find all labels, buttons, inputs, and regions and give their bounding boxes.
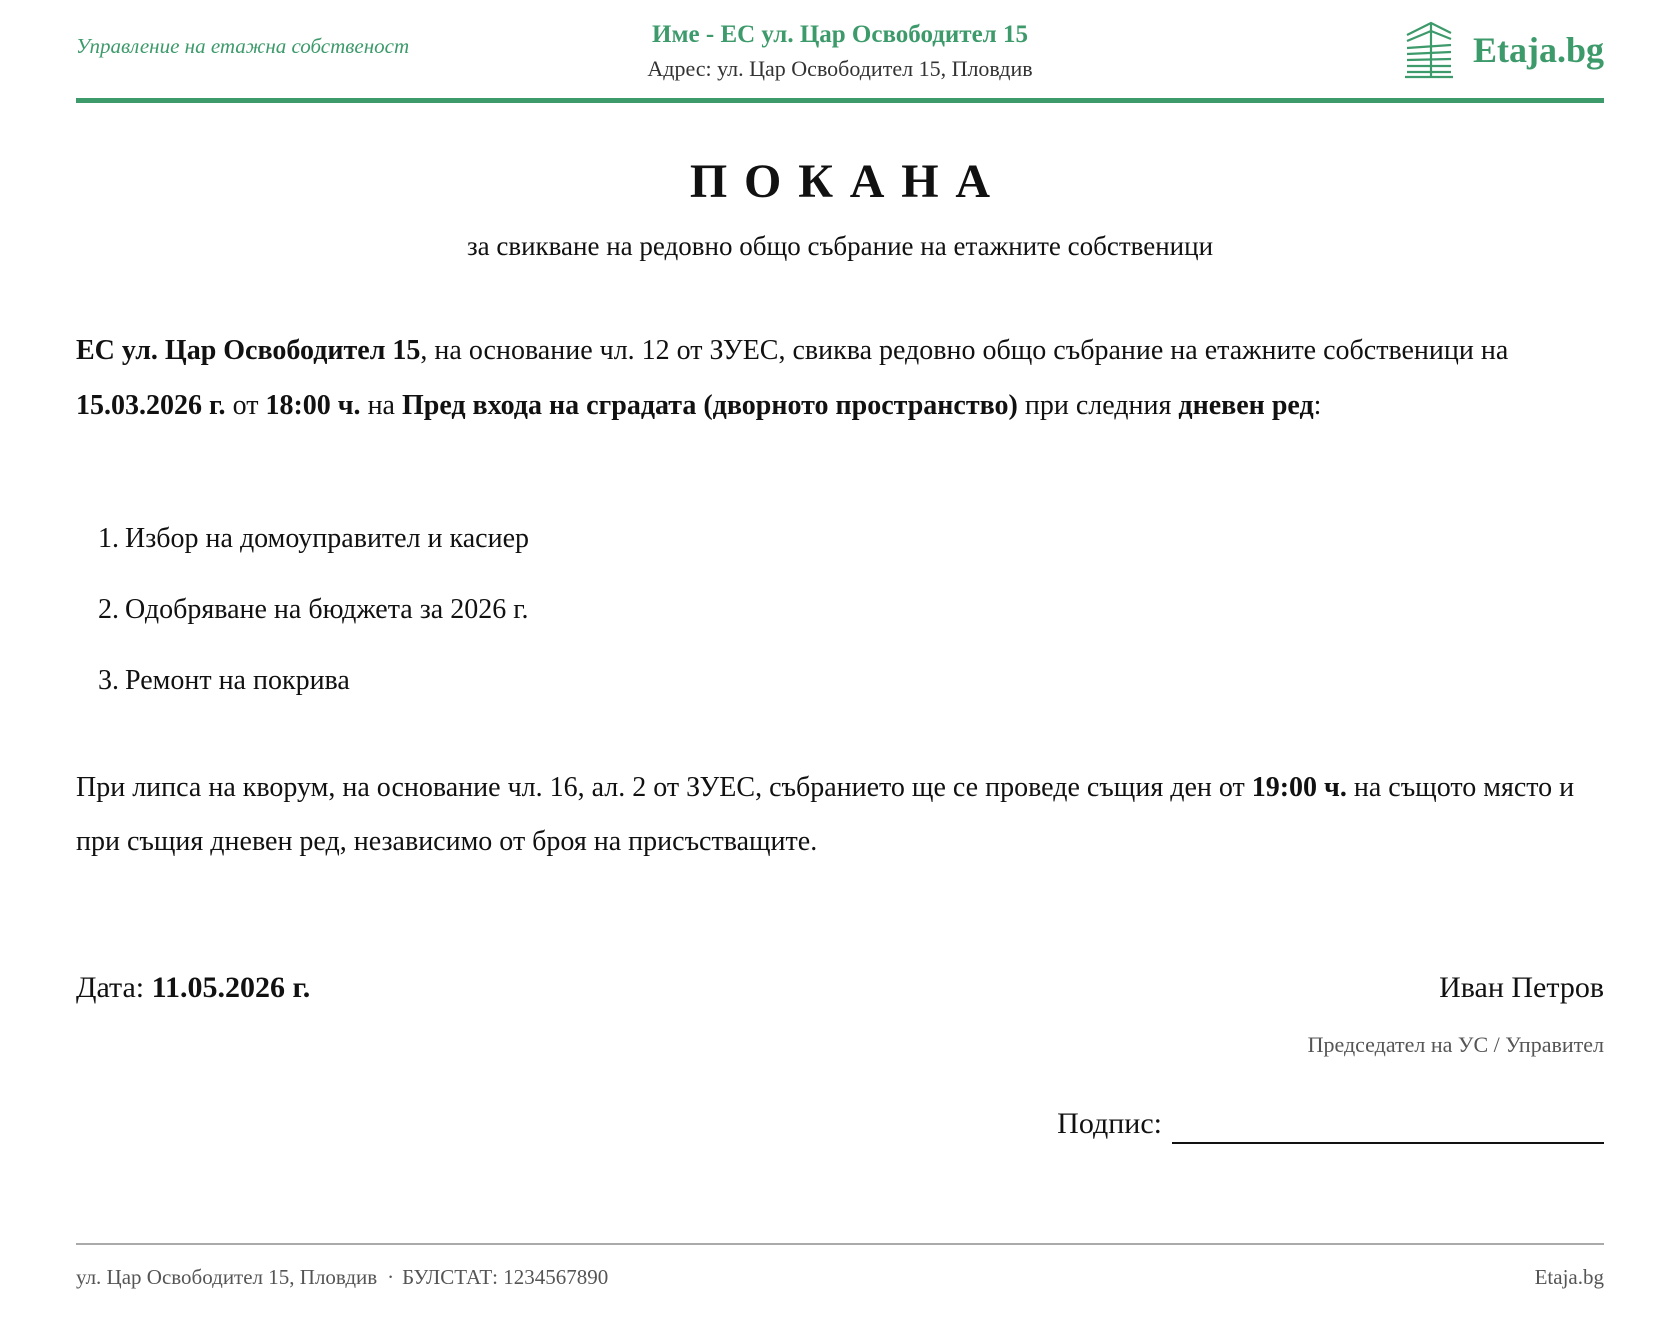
intro-text-3: на bbox=[360, 390, 402, 421]
footer-bulstat: БУЛСТАТ: 1234567890 bbox=[402, 1265, 609, 1289]
building-icon bbox=[1405, 21, 1453, 79]
document-title: ПОКАНА bbox=[689, 155, 1007, 208]
signature-line bbox=[1172, 1110, 1604, 1144]
agenda-label: дневен ред bbox=[1178, 390, 1314, 421]
agenda-item-number: 1. bbox=[98, 523, 119, 554]
brand-logo bbox=[1405, 20, 1604, 80]
association-address: Адрес: ул. Цар Освободител 15, Пловдив bbox=[647, 56, 1033, 81]
brand-name: Etaja.bg bbox=[1472, 30, 1604, 70]
association-ref: ЕС ул. Цар Освободител 15 bbox=[76, 335, 421, 366]
quorum-text-1: При липса на кворум, на основание чл. 16, ал. 2 от ЗУЕС, събранието ще се проведе същия ден от bbox=[76, 772, 1252, 803]
footer-site: Etaja.bg bbox=[1534, 1265, 1604, 1289]
agenda-item bbox=[76, 592, 1604, 663]
footer-separator: · bbox=[387, 1265, 395, 1289]
agenda-item-text: Ремонт на покрива bbox=[125, 665, 350, 696]
agenda-item bbox=[76, 663, 1604, 734]
signer-role: Председател на УС / Управител bbox=[1307, 1032, 1604, 1057]
meeting-location: Пред входа на сградата (дворното пространство) bbox=[401, 390, 1018, 421]
quorum-time: 19:00 ч. bbox=[1251, 772, 1347, 803]
agenda-item-text: Одобряване на бюджета за 2026 г. bbox=[125, 594, 529, 625]
quorum-text-2: на същото място и при същия дневен ред, независимо от броя на присъстващите. bbox=[76, 772, 1575, 857]
footer-info bbox=[76, 1262, 608, 1292]
issue-date bbox=[76, 968, 310, 1008]
intro-text-2: от bbox=[225, 390, 266, 421]
header-divider bbox=[76, 98, 1604, 103]
association-block bbox=[76, 18, 1604, 86]
intro-text-4: при следния bbox=[1017, 390, 1179, 421]
footer-address: ул. Цар Освободител 15, Пловдив bbox=[76, 1265, 378, 1289]
signature-block bbox=[1057, 1104, 1604, 1144]
document-subtitle: за свикване на редовно общо събрание на етажните собственици bbox=[466, 231, 1214, 261]
document-header bbox=[76, 0, 1604, 106]
intro-paragraph bbox=[76, 323, 1604, 433]
quorum-paragraph bbox=[76, 761, 1604, 869]
agenda-item-number: 3. bbox=[98, 665, 119, 696]
meeting-date: 15.03.2026 г. bbox=[76, 390, 226, 421]
date-value: 11.05.2026 г. bbox=[151, 971, 311, 1004]
association-name: Име - ЕС ул. Цар Освободител 15 bbox=[652, 21, 1028, 48]
signature-label: Подпис: bbox=[1057, 1107, 1162, 1140]
intro-text-5: : bbox=[1313, 390, 1322, 421]
agenda-item-number: 2. bbox=[98, 594, 119, 625]
agenda-item-text: Избор на домоуправител и касиер bbox=[125, 523, 529, 554]
agenda-item bbox=[76, 521, 1604, 592]
date-label: Дата: bbox=[76, 971, 152, 1004]
invitation-page bbox=[76, 0, 1604, 1318]
intro-text-1: , на основание чл. 12 от ЗУЕС, свиква редовно общо събрание на етажните собственици на bbox=[420, 335, 1509, 366]
footer-divider bbox=[76, 1243, 1604, 1245]
tagline: Управление на етажна собственост bbox=[76, 34, 410, 58]
agenda-list bbox=[76, 521, 1604, 734]
signer-name: Иван Петров bbox=[1439, 971, 1604, 1004]
meeting-time: 18:00 ч. bbox=[265, 390, 361, 421]
